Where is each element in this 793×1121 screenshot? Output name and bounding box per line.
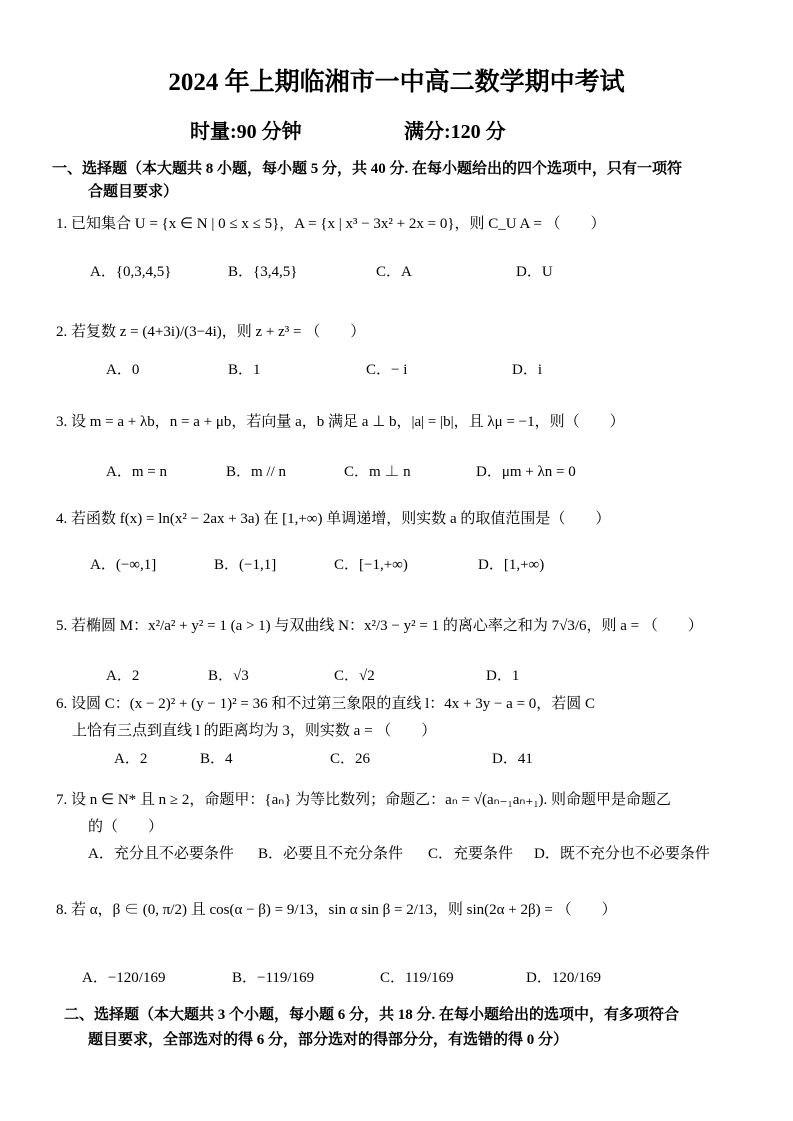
question-3 <box>56 410 625 431</box>
q7-option-a: A．充分且不必要条件 <box>88 846 234 862</box>
q8-option-b: B．−119/169 <box>232 970 315 986</box>
q2-option-b: B．1 <box>228 362 261 378</box>
question-4 <box>56 507 610 528</box>
question-stem: 若复数 z = (4+3i)/(3−4i)，则 z + z³ = （ ） <box>71 324 366 340</box>
q1-option-d: D．U <box>516 264 553 280</box>
q8-option-c: C．119/169 <box>380 970 454 986</box>
q4-option-c: C．[−1,+∞) <box>334 557 408 573</box>
q6-option-b: B．4 <box>200 751 233 767</box>
question-stem: 已知集合 U = {x ∈ N | 0 ≤ x ≤ 5}，A = {x | x³ − 3x² + 2x = 0}，则 C_U A = （ ） <box>71 216 606 232</box>
question-number: 6. <box>56 696 68 712</box>
exam-title: 2024 年上期临湘市一中高二数学期中考试 <box>168 69 625 96</box>
q6-option-d: D．41 <box>492 751 533 767</box>
q7-option-d: D．既不充分也不必要条件 <box>534 846 710 862</box>
question-stem: 设 n ∈ N* 且 n ≥ 2，命题甲：{aₙ} 为等比数列；命题乙：aₙ = √(aₙ₋₁aₙ₊₁). 则命题甲是命题乙 <box>71 792 672 808</box>
section1-heading-line2: 合题目要求） <box>88 184 179 200</box>
question-8 <box>56 898 617 919</box>
q5-option-c: C．√2 <box>334 668 375 684</box>
question-6 <box>56 692 595 713</box>
q5-option-b: B．√3 <box>208 668 249 684</box>
question-6-continued: 上恰有三点到直线 l 的距离均为 3，则实数 a = （ ） <box>72 723 437 739</box>
section1-heading-line1: 一、选择题（本大题共 8 小题，每小题 5 分，共 40 分. 在每小题给出的四个选项中，只有一项符 <box>52 161 683 177</box>
q5-option-a: A．2 <box>106 668 140 684</box>
question-stem: 若椭圆 M：x²/a² + y² = 1 (a > 1) 与双曲线 N：x²/3 − y² = 1 的离心率之和为 7√3/6，则 a = （ ） <box>71 618 703 634</box>
question-number: 5. <box>56 618 68 634</box>
q3-option-c: C．m ⊥ n <box>344 464 411 480</box>
q3-option-a: A．m = n <box>106 464 167 480</box>
q7-option-b: B．必要且不充分条件 <box>258 846 404 862</box>
question-stem: 设圆 C：(x − 2)² + (y − 1)² = 36 和不过第三象限的直线 l：4x + 3y − a = 0，若圆 C <box>71 696 596 712</box>
q4-option-a: A．(−∞,1] <box>90 557 157 573</box>
question-5 <box>56 614 703 635</box>
q8-option-d: D．120/169 <box>526 970 602 986</box>
q3-option-b: B．m // n <box>226 464 287 480</box>
q8-option-a: A．−120/169 <box>82 970 166 986</box>
question-stem: 设 m = a + λb，n = a + μb，若向量 a，b 满足 a ⊥ b，|a| = |b|，且 λμ = −1，则（ ） <box>71 414 625 430</box>
question-number: 2. <box>56 324 68 340</box>
question-number: 3. <box>56 414 68 430</box>
q5-option-d: D．1 <box>486 668 520 684</box>
question-stem: 若 α，β ∈ (0, π/2) 且 cos(α − β) = 9/13，sin α sin β = 2/13，则 sin(2α + 2β) = （ ） <box>71 902 617 918</box>
question-7 <box>56 788 671 809</box>
question-number: 7. <box>56 792 68 808</box>
q1-option-c: C．A <box>376 264 412 280</box>
question-number: 4. <box>56 511 68 527</box>
exam-duration: 时量:90 分钟 <box>190 121 302 143</box>
question-7-continued: 的（ ） <box>88 819 164 835</box>
q4-option-b: B．(−1,1] <box>214 557 277 573</box>
q4-option-d: D．[1,+∞) <box>478 557 545 573</box>
section2-heading-line1: 二、选择题（本大题共 3 个小题，每小题 6 分，共 18 分. 在每小题给出的选项中，有多项符合 <box>64 1007 680 1023</box>
question-1 <box>56 212 606 233</box>
question-stem: 若函数 f(x) = ln(x² − 2ax + 3a) 在 [1,+∞) 单调递增，则实数 a 的取值范围是（ ） <box>71 511 611 527</box>
q3-option-d: D．μm + λn = 0 <box>476 464 576 480</box>
q1-option-b: B．{3,4,5} <box>228 264 298 280</box>
q6-option-a: A．2 <box>114 751 148 767</box>
section2-heading-line2: 题目要求，全部选对的得 6 分，部分选对的得部分分，有选错的得 0 分） <box>88 1032 569 1048</box>
question-number: 8. <box>56 902 68 918</box>
q2-option-a: A．0 <box>106 362 140 378</box>
q2-option-d: D．i <box>512 362 543 378</box>
q2-option-c: C．− i <box>366 362 408 378</box>
exam-full-score: 满分:120 分 <box>404 121 506 143</box>
q7-option-c: C．充要条件 <box>428 846 514 862</box>
question-number: 1. <box>56 216 68 232</box>
question-2 <box>56 320 365 341</box>
q6-option-c: C．26 <box>330 751 371 767</box>
q1-option-a: A．{0,3,4,5} <box>90 264 172 280</box>
